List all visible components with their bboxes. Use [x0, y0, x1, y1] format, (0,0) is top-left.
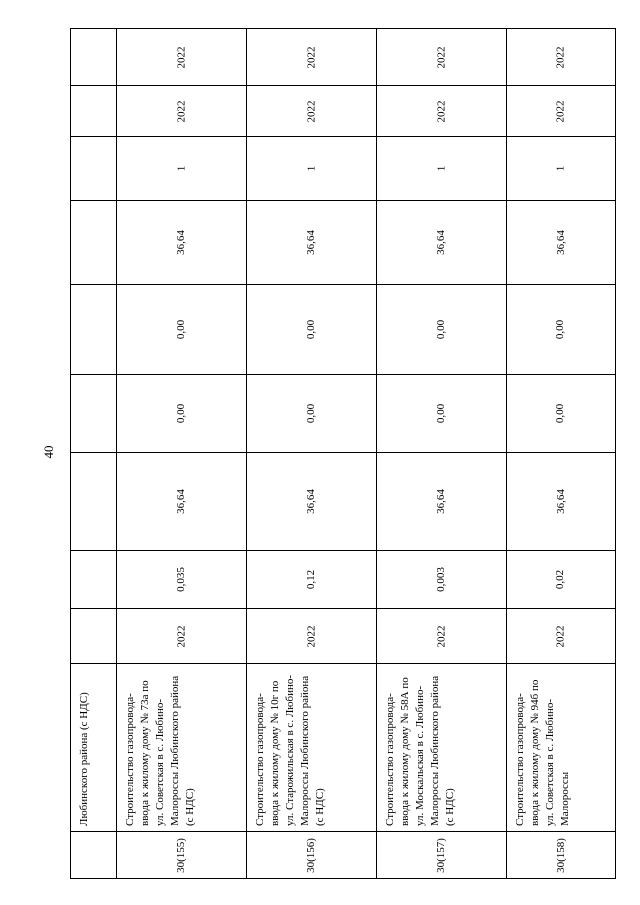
value-cell: 0,00 [247, 285, 377, 375]
length-cell: 0,12 [247, 551, 377, 609]
count-cell: 1 [117, 137, 247, 201]
cost-cell: 36,64 [247, 453, 377, 551]
row-id-cell: 30(157) [377, 832, 507, 879]
col-count-band [71, 137, 616, 201]
header-v1-cell [71, 375, 117, 453]
col-v1-band [71, 375, 616, 453]
year-start-cell: 2022 [377, 609, 507, 664]
year3-cell: 2022 [507, 29, 616, 86]
value-cell: 0,00 [377, 285, 507, 375]
value-cell: 0,00 [117, 285, 247, 375]
year2-cell: 2022 [247, 86, 377, 137]
description-cell: Строительство газопровода-ввода к жилому дому № 73а по ул. Советская в с. Любино-Малороссы Любинского района (с НДС) [117, 664, 247, 832]
length-cell: 0,003 [377, 551, 507, 609]
cost-cell: 36,64 [117, 453, 247, 551]
value-cell: 0,00 [507, 375, 616, 453]
col-length-band [71, 551, 616, 609]
description-cell: Строительство газопровода-ввода к жилому дому № 58А по ул. Москальская в с. Любино-Малороссы Любинского района (с НДС) [377, 664, 507, 832]
col-v2-band [71, 285, 616, 375]
cost-cell: 36,64 [507, 453, 616, 551]
value-cell: 36,64 [117, 201, 247, 285]
col-v3-band [71, 201, 616, 285]
value-cell: 36,64 [507, 201, 616, 285]
header-length-cell [71, 551, 117, 609]
page-number: 40 [41, 445, 56, 459]
value-cell: 0,00 [247, 375, 377, 453]
value-cell: 0,00 [507, 285, 616, 375]
year2-cell: 2022 [507, 86, 616, 137]
investment-table-wrapper [70, 28, 615, 878]
value-cell: 36,64 [377, 201, 507, 285]
count-cell: 1 [377, 137, 507, 201]
year2-cell: 2022 [377, 86, 507, 137]
header-year3-cell [71, 29, 117, 86]
description-cell: Строительство газопровода-ввода к жилому дому № 10г по ул. Старожильская в с. Любино-Малороссы Любинского района (с НДС) [247, 664, 377, 832]
header-id-cell [71, 832, 117, 879]
col-year-start-band [71, 609, 616, 664]
description-cell: Строительство газопровода-ввода к жилому дому № 94б по ул. Советская в с. Любино-Малороссы [507, 664, 616, 832]
header-v3-cell [71, 201, 117, 285]
value-cell: 36,64 [247, 201, 377, 285]
col-id-band [71, 832, 616, 879]
header-cost-cell [71, 453, 117, 551]
year3-cell: 2022 [117, 29, 247, 86]
length-cell: 0,035 [117, 551, 247, 609]
col-year3-band [71, 29, 616, 86]
value-cell: 0,00 [117, 375, 247, 453]
year3-cell: 2022 [247, 29, 377, 86]
header-year2-cell [71, 86, 117, 137]
col-description-band [71, 664, 616, 832]
year-start-cell: 2022 [247, 609, 377, 664]
investment-table [70, 28, 616, 879]
count-cell: 1 [247, 137, 377, 201]
header-description-cell: Любинского района (с НДС) [71, 664, 117, 832]
cost-cell: 36,64 [377, 453, 507, 551]
col-year2-band [71, 86, 616, 137]
year-start-cell: 2022 [117, 609, 247, 664]
length-cell: 0,02 [507, 551, 616, 609]
year-start-cell: 2022 [507, 609, 616, 664]
row-id-cell: 30(158) [507, 832, 616, 879]
col-cost-band [71, 453, 616, 551]
count-cell: 1 [507, 137, 616, 201]
value-cell: 0,00 [377, 375, 507, 453]
year2-cell: 2022 [117, 86, 247, 137]
year3-cell: 2022 [377, 29, 507, 86]
header-count-cell [71, 137, 117, 201]
header-year-start-cell [71, 609, 117, 664]
row-id-cell: 30(155) [117, 832, 247, 879]
header-v2-cell [71, 285, 117, 375]
row-id-cell: 30(156) [247, 832, 377, 879]
